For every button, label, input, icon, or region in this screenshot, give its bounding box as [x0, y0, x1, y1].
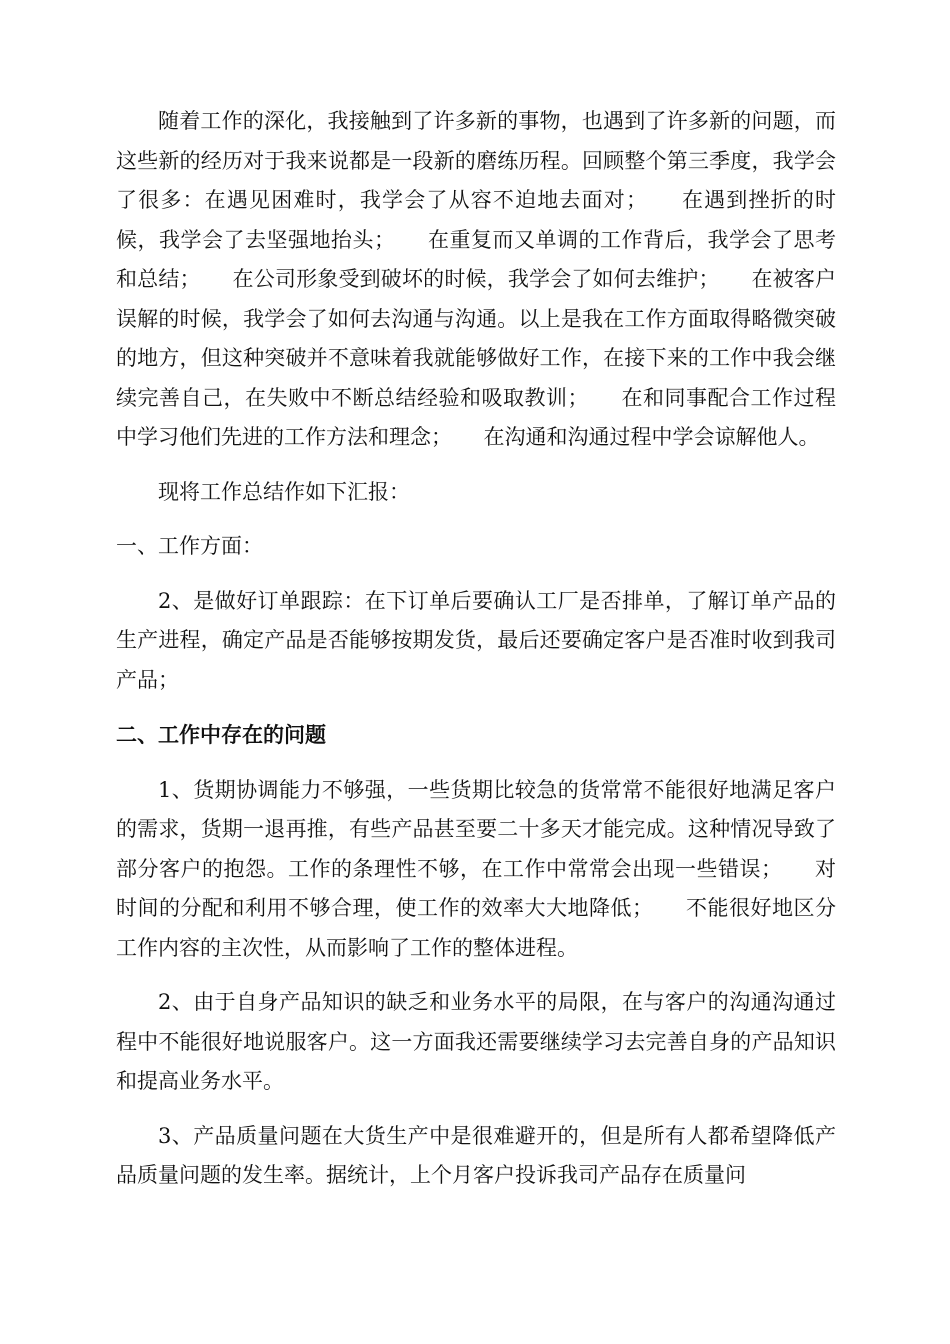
- section1-item-2: 2、是做好订单跟踪：在下订单后要确认工厂是否排单，了解订单产品的生产进程，确定产品是否能够按期发货，最后还要确定客户是否准时收到我司产品；: [116, 588, 836, 692]
- section1-heading: 一、工作方面：: [116, 534, 263, 558]
- section2-heading: 二、工作中存在的问题: [116, 723, 326, 747]
- section2-item-2: 2、由于自身产品知识的缺乏和业务水平的局限，在与客户的沟通沟通过程中不能很好地说服客户。这一方面我还需要继续学习去完善自身的产品知识和提高业务水平。: [116, 990, 836, 1093]
- intro-paragraph: 随着工作的深化，我接触到了许多新的事物，也遇到了许多新的问题，而这些新的经历对于我来说都是一段新的磨练历程。回顾整个第三季度，我学会了很多：在遇见困难时，我学会了从容不迫地去面对； 在遇到挫折的时候，我学会了去坚强地抬头； 在重复而又单调的工作背后，我学会了思考和总结； 在公司形象受到破坏的时候，我学会了如何去维护； 在被客户误解的时候，我学会了如何去沟通与沟通。以上是我在工作方面取得略微突破的地方，但这种突破并不意味着我就能够做好工作，在接下来的工作中我会继续完善自己，在失败中不断总结经验和吸取教训； 在和同事配合工作过程中学习他们先进的工作方法和理念； 在沟通和沟通过程中学会谅解他人。: [116, 109, 836, 449]
- report-line: 现将工作总结作如下汇报：: [158, 479, 410, 504]
- section2-item-3: 3、产品质量问题在大货生产中是很难避开的，但是所有人都希望降低产品质量问题的发生率。据统计，上个月客户投诉我司产品存在质量问: [116, 1123, 836, 1187]
- section2-item-1: 1、货期协调能力不够强，一些货期比较急的货常常不能很好地满足客户的需求，货期一退再推，有些产品甚至要二十多天才能完成。这种情况导致了部分客户的抱怨。工作的条理性不够，在工作中常常会出现一些错误； 对时间的分配和利用不够合理，使工作的效率大大地降低； 不能很好地区分工作内容的主次性，从而影响了工作的整体进程。: [116, 777, 836, 960]
- document-page: [116, 102, 836, 1196]
